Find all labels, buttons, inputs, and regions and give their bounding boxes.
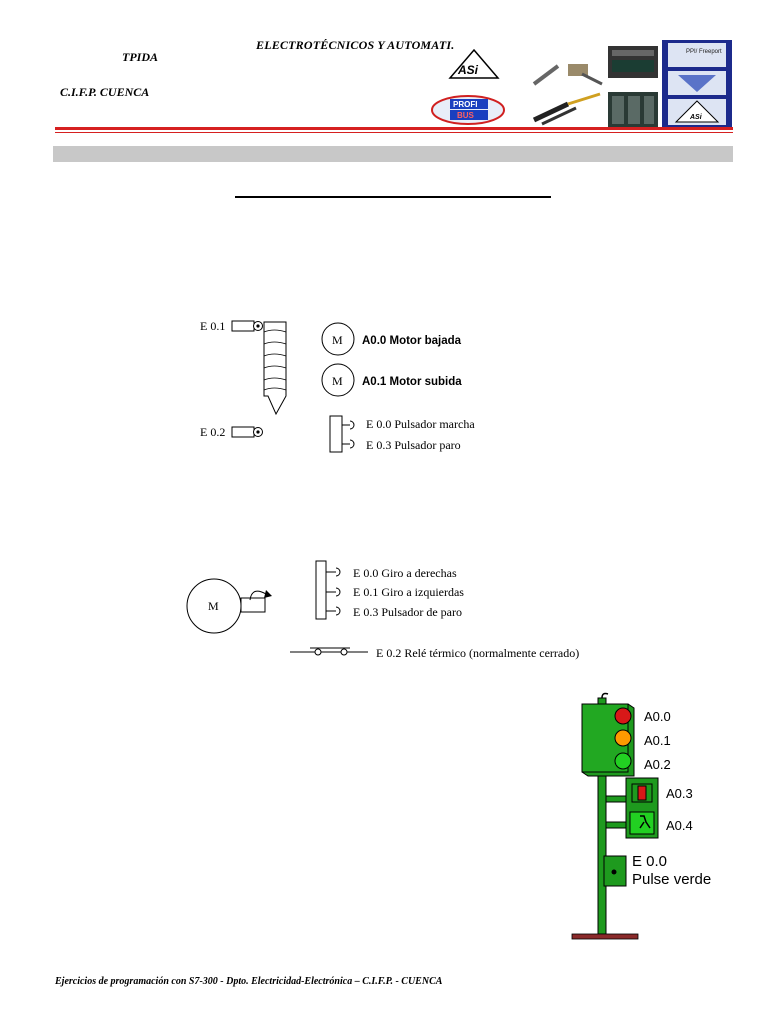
asi-logo-text: ASi: [458, 63, 479, 77]
cables-image: [528, 48, 604, 126]
motor2-symbol: M: [332, 374, 343, 388]
label-button-input: E 0.0: [632, 853, 668, 870]
sensor-top-label: E 0.1: [200, 319, 226, 333]
motor1-symbol: M: [332, 333, 343, 347]
light-amber: [615, 730, 631, 746]
header-title: ELECTROTÉCNICOS Y AUTOMATI.: [256, 38, 455, 52]
footer-text: Ejercicios de programación con S7-300 - Dpto. Electricidad-Electrónica – C.I.F.P. - CUENCA: [55, 976, 443, 987]
button-right-label: E 0.0 Giro a derechas: [353, 566, 457, 580]
button-start-label: E 0.0 Pulsador marcha: [366, 417, 475, 431]
pedestrian-button-icon: [612, 870, 617, 875]
button-left-label: E 0.1 Giro a izquierdas: [353, 585, 464, 599]
light-green: [615, 753, 631, 769]
network-panel: [662, 40, 732, 128]
title-underline: [235, 196, 551, 198]
diagram-motor-direction: [180, 556, 610, 666]
label-button-text: Pulse verde: [632, 871, 712, 888]
button-stop-label-2: E 0.3 Pulsador de paro: [353, 605, 462, 619]
traffic-light-diagram: [568, 690, 728, 942]
motor-symbol: M: [208, 599, 219, 613]
header-org-code: TPIDA: [122, 50, 158, 64]
profibus-logo: [430, 94, 506, 126]
profibus-text-top: PROFI: [453, 100, 478, 109]
label-ped-red-output: A0.3: [666, 786, 693, 801]
asi-logo: [448, 48, 500, 80]
header-divider-thin: [55, 132, 733, 133]
panel-tile1-text: PPI/ Freeport: [686, 49, 722, 55]
ped-red-icon: [638, 786, 646, 800]
plc-devices-image: [606, 42, 662, 130]
diagram-drill: [190, 310, 510, 460]
label-red-output: A0.0: [644, 709, 671, 724]
sensor-bottom-label: E 0.2: [200, 425, 226, 439]
network-panel-graphic: [662, 40, 732, 128]
light-red: [615, 708, 631, 724]
button-stop-label: E 0.3 Pulsador paro: [366, 438, 461, 452]
relay-label: E 0.2 Relé térmico (normalmente cerrado): [376, 646, 580, 660]
panel-tile3-text: ASi: [690, 114, 702, 121]
label-ped-green-output: A0.4: [666, 818, 693, 833]
profibus-text-bottom: BUS: [457, 111, 474, 120]
header-divider: [55, 127, 733, 130]
label-amber-output: A0.1: [644, 733, 671, 748]
section-bar: [53, 146, 733, 162]
motor1-label: A0.0 Motor bajada: [362, 335, 462, 347]
label-green-output: A0.2: [644, 757, 671, 772]
motor2-label: A0.1 Motor subida: [362, 376, 462, 388]
header-school: C.I.F.P. CUENCA: [60, 85, 150, 99]
